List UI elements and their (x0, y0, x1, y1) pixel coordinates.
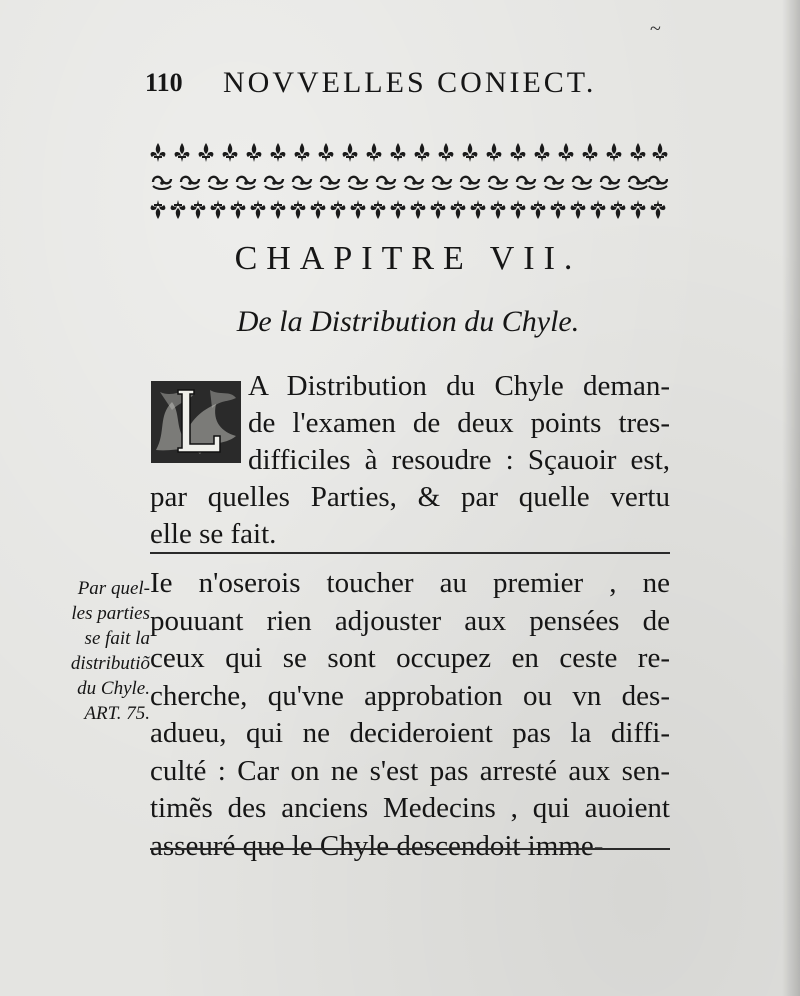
margin-note-line: les parties (71, 603, 150, 624)
margin-note (30, 576, 150, 726)
running-head (145, 64, 665, 104)
paragraph-1-line: elle se fait. (150, 518, 277, 550)
paragraph-2-line: cherche, qu'vne approbation ou vn des- (150, 679, 670, 712)
paragraph-2-line: adueu, qui ne decideroient pas la diffi- (150, 717, 670, 749)
paragraph-2-line: ceux qui se sont occupez en ceste re- (150, 642, 670, 674)
page-edge-shadow (782, 0, 800, 996)
margin-note-line: Par quel- (77, 578, 150, 599)
margin-note-line: ART. 75. (84, 703, 150, 724)
margin-note-line: se fait la (84, 628, 150, 649)
paragraph-2-line: Ie n'oserois toucher au premier , ne (150, 567, 670, 599)
edge-mark: ~ (650, 18, 661, 40)
paragraph-1-line: difficiles à resoudre : Sçauoir est, (248, 444, 670, 476)
fleuron-ornament-band (148, 138, 668, 222)
margin-note-line: du Chyle. (77, 678, 150, 699)
paragraph-1 (150, 368, 670, 553)
running-title: NOVVELLES CONIECT. (223, 66, 597, 99)
paragraph-2 (150, 565, 670, 865)
paragraph-2-line: timẽs des anciens Medecins , qui auoient (150, 792, 670, 824)
page-number: 110 (145, 68, 183, 97)
bottom-rule (150, 848, 670, 850)
paragraph-1-line: de l'examen de deux points tres- (248, 407, 670, 439)
chapter-subtitle: De la Distribution du Chyle. (236, 305, 580, 338)
section-rule (150, 552, 670, 554)
chapter-heading: CHAPITRE VII. (234, 240, 582, 277)
paragraph-2-line: asseuré que le Chyle descendoit imme- (150, 829, 604, 862)
paragraph-1-line: A Distribution du Chyle deman- (248, 370, 670, 402)
margin-note-line: distributiõ (70, 653, 150, 674)
paragraph-2-line: culté : Car on ne s'est pas arresté aux sen- (150, 754, 670, 787)
paragraph-1-line: par quelles Parties, & par quelle vertu (150, 481, 670, 513)
paragraph-2-line: pouuant rien adjouster aux pensées de (150, 604, 670, 637)
